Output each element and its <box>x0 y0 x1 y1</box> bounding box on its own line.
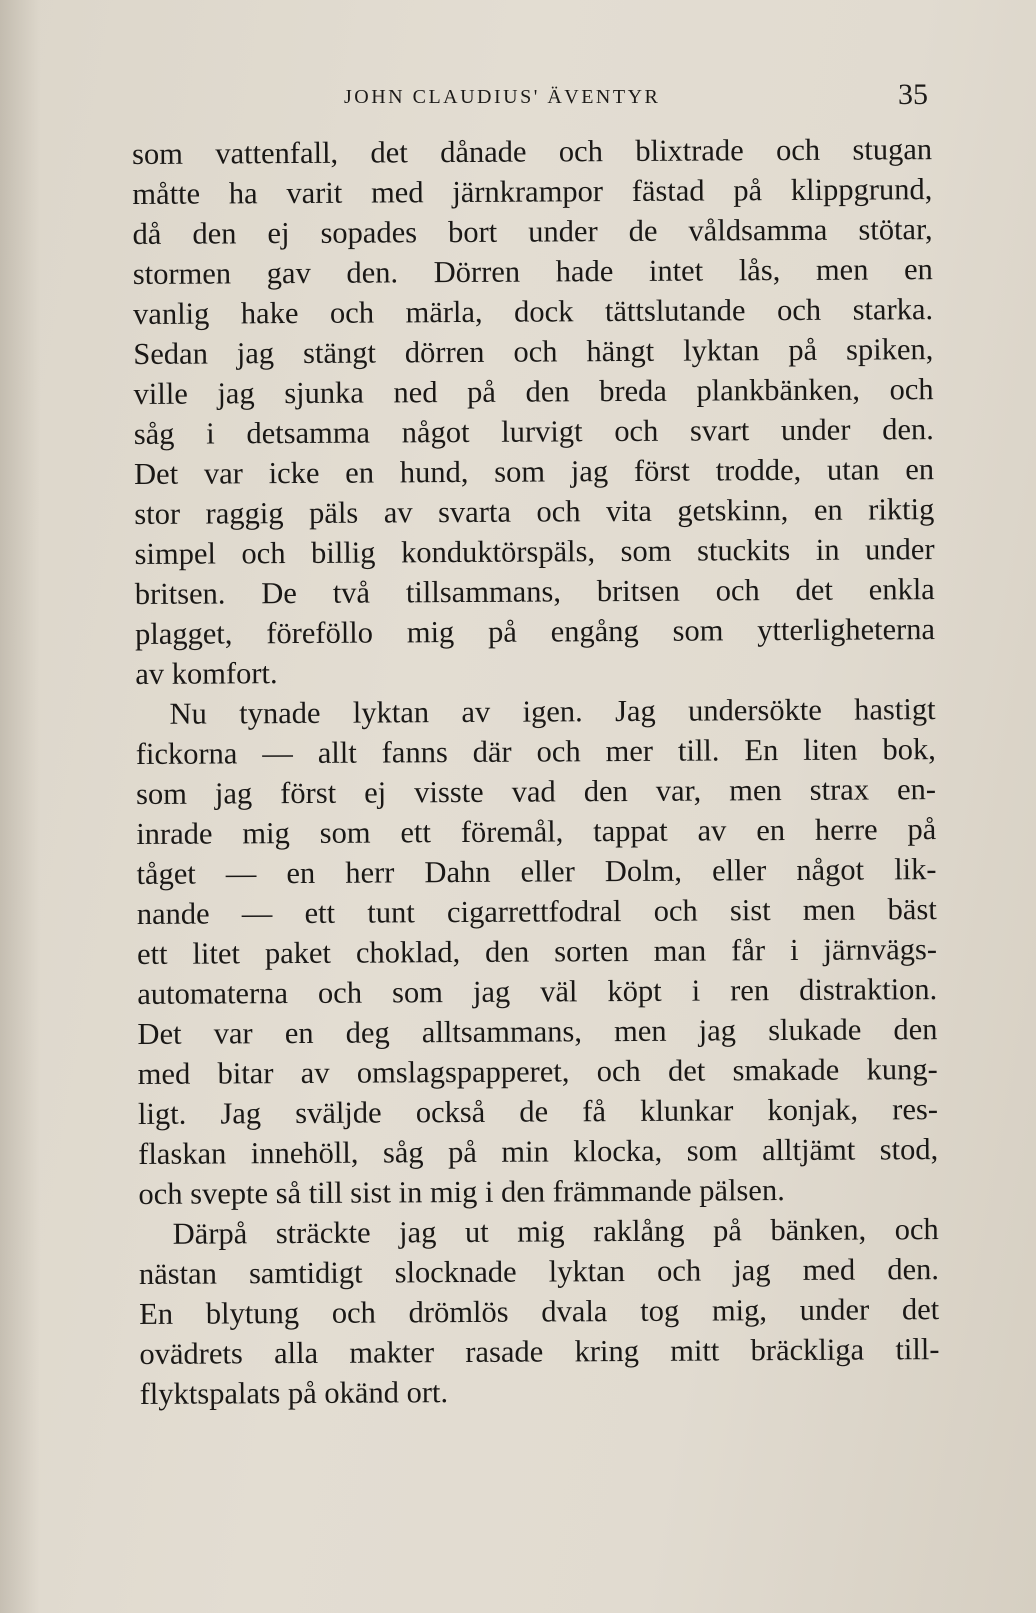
page-number: 35 <box>898 78 928 111</box>
text-line: fickorna — allt fanns där och mer till. En liten bok, <box>135 732 936 771</box>
running-head <box>132 78 932 118</box>
text-line: såg i detsamma något lurvigt och svart under den. <box>133 412 934 451</box>
text-line: En blytung och drömlös dvala tog mig, under det <box>139 1292 940 1331</box>
text-line: som vattenfall, det dånade och blixtrade och stugan <box>132 132 933 171</box>
text-line: inrade mig som ett föremål, tappat av en herre på <box>136 812 937 851</box>
text-line: stor raggig päls av svarta och vita getskinn, en riktig <box>134 492 935 531</box>
text-line: automaterna och som jag väl köpt i ren distraktion. <box>137 972 938 1011</box>
text-line: britsen. De två tillsammans, britsen och det enkla <box>134 572 935 611</box>
text-line: Det var icke en hund, som jag först trodde, utan en <box>133 452 935 491</box>
text-line: av komfort. <box>135 656 278 691</box>
text-line: måtte ha varit med järnkrampor fästad på klippgrund, <box>132 172 933 211</box>
text-line: ett litet paket choklad, den sorten man får i järnvägs- <box>136 932 938 971</box>
text-line: som jag först ej visste vad den var, men strax en- <box>135 772 937 811</box>
running-title: JOHN CLAUDIUS' ÄVENTYR <box>344 86 661 108</box>
text-line: Därpå sträckte jag ut mig raklång på bänken, och <box>172 1212 939 1251</box>
gutter-shadow <box>0 0 40 1613</box>
text-line: Sedan jag stängt dörren och hängt lyktan på spiken, <box>133 332 934 371</box>
text-line: flaskan innehöll, såg på min klocka, som alltjämt stod, <box>138 1132 939 1171</box>
text-line: stormen gav den. Dörren hade intet lås, men en <box>132 252 933 291</box>
text-line: nästan samtidigt slocknade lyktan och jag med den. <box>138 1252 940 1291</box>
body-text <box>132 129 940 1414</box>
text-line: med bitar av omslagspapperet, och det smakade kung- <box>137 1052 938 1091</box>
text-line: flyktspalats på okänd ort. <box>139 1375 449 1411</box>
text-line: simpel och billig konduktörspäls, som stuckits in under <box>134 532 935 571</box>
text-line: då den ej sopades bort under de våldsamma stötar, <box>132 212 933 251</box>
text-line: ville jag sjunka ned på den breda plankbänken, och <box>133 372 934 411</box>
text-line: plagget, föreföllo mig på engång som ytterligheterna <box>134 612 936 651</box>
text-line: tåget — en herr Dahn eller Dolm, eller något lik- <box>136 852 937 891</box>
text-line: Det var en deg alltsammans, men jag slukade den <box>137 1012 938 1051</box>
text-line: ovädrets alla makter rasade kring mitt bräckliga till- <box>139 1332 940 1371</box>
text-line: vanlig hake och märla, dock tättslutande och starka. <box>132 292 934 331</box>
text-line: och svepte så till sist in mig i den främmande pälsen. <box>138 1173 785 1211</box>
text-line: Nu tynade lyktan av igen. Jag undersökte hastigt <box>169 692 936 731</box>
text-line: nande — ett tunt cigarrettfodral och sist men bäst <box>136 892 937 931</box>
text-line: ligt. Jag sväljde också de få klunkar konjak, res- <box>137 1092 939 1131</box>
